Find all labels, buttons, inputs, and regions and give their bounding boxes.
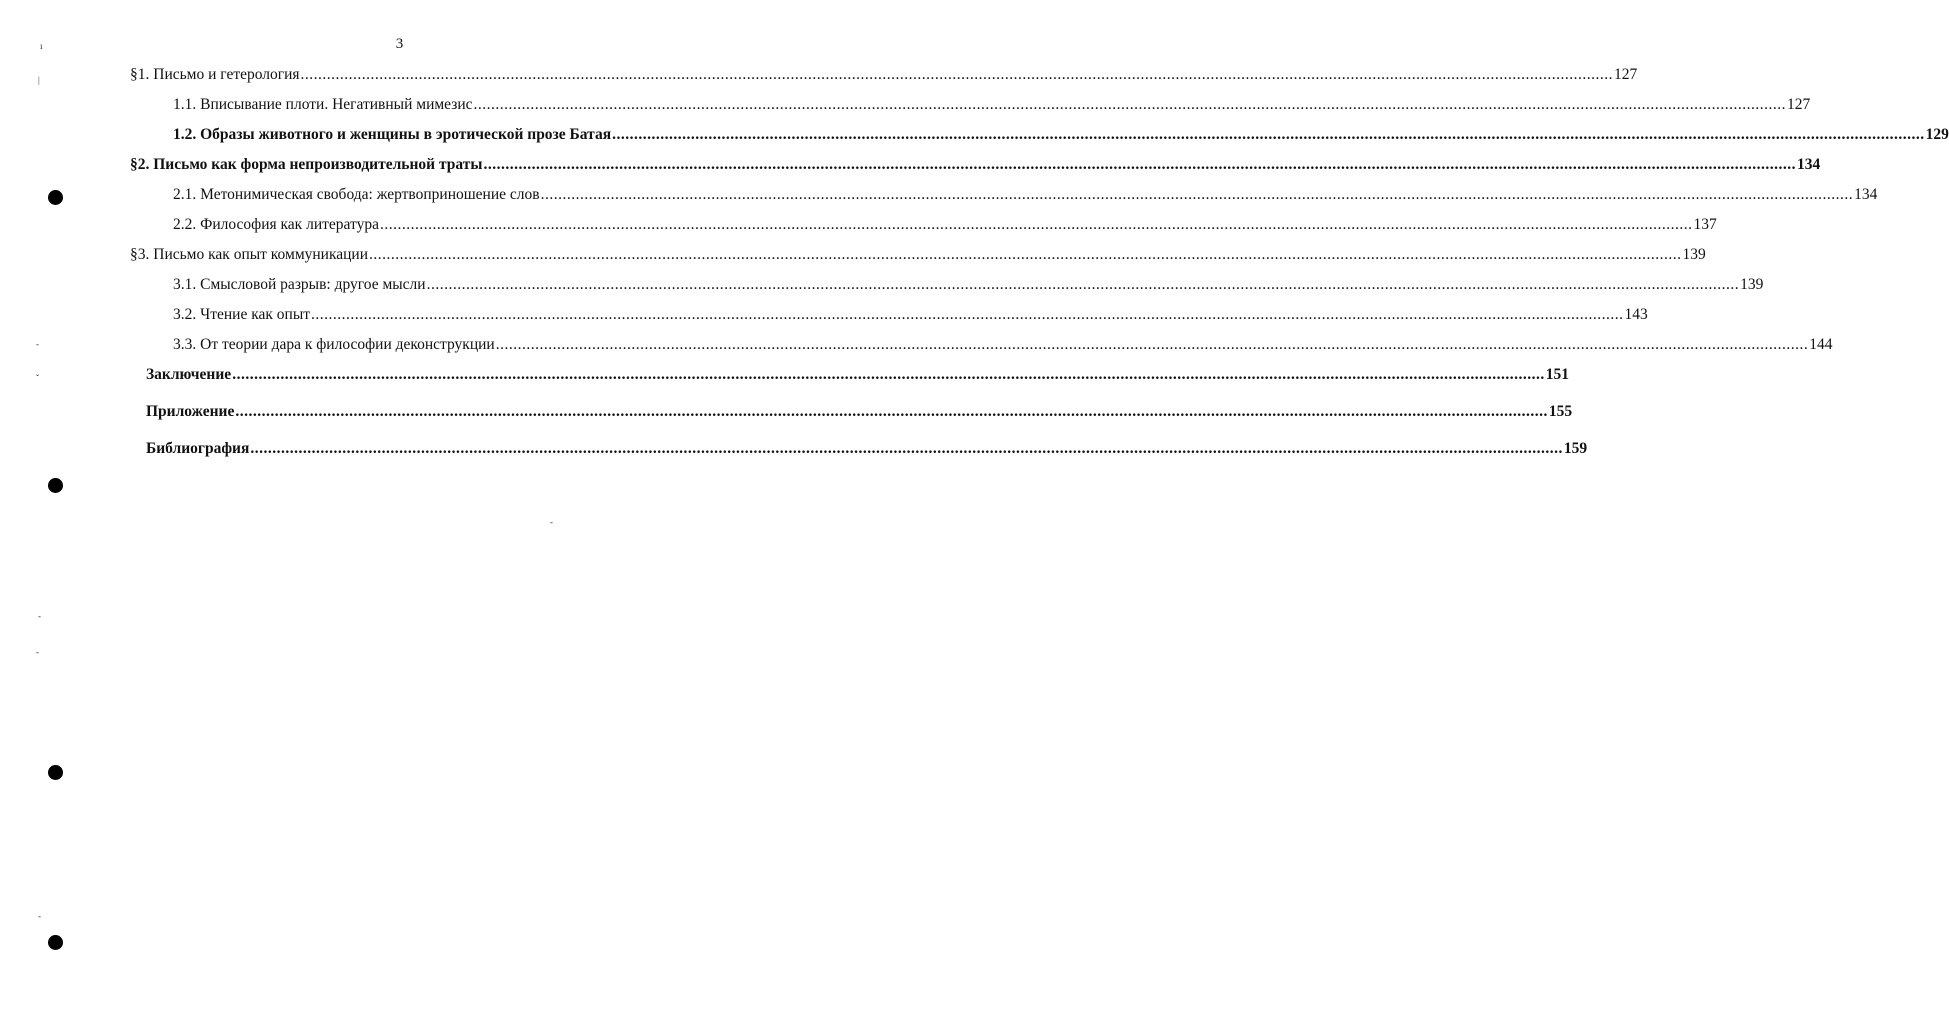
toc-entry-title: §1. Письмо и гетерология	[130, 66, 300, 83]
toc-entry-page: 134	[1796, 156, 1821, 173]
toc-entry-title: Заключение	[146, 366, 232, 383]
toc-entry-conclusion	[146, 366, 1569, 384]
punch-hole	[48, 765, 63, 780]
toc-entry-page: 127	[1787, 96, 1811, 113]
scan-mark: -	[36, 339, 39, 349]
toc-entry-title: 2.1. Метонимическая свобода: жертвоприношение слов	[173, 186, 540, 203]
dot-leader: ............................................................................................................................................................................................................................................................................................................	[369, 246, 1682, 263]
toc-entry-title: 3.3. От теории дара к философии деконструкции	[173, 336, 495, 353]
toc-entry-page: 127	[1614, 66, 1638, 83]
toc-entry-2-1	[173, 186, 1878, 204]
toc-entry-title: 1.2. Образы животного и женщины в эротической прозе Батая	[173, 126, 612, 143]
scan-mark: ı	[40, 41, 43, 51]
dot-leader: ............................................................................................................................................................................................................................................................................................................	[311, 306, 1624, 323]
dot-leader: ............................................................................................................................................................................................................................................................................................................	[300, 66, 1614, 83]
toc-entry-page: 159	[1563, 440, 1588, 457]
punch-hole	[48, 190, 63, 205]
scan-mark: -	[38, 611, 41, 621]
toc-entry-bibliography	[146, 440, 1588, 458]
toc-entry-page: 137	[1693, 216, 1717, 233]
toc-entry-page: 144	[1809, 336, 1833, 353]
toc-entry-title: 3.2. Чтение как опыт	[173, 306, 311, 323]
toc-entry-title: Библиография	[146, 440, 250, 457]
dot-leader: ............................................................................................................................................................................................................................................................................................................	[250, 440, 1563, 457]
toc-entry-title: 1.1. Вписывание плоти. Негативный мимезис	[173, 96, 473, 113]
dot-leader: ............................................................................................................................................................................................................................................................................................................	[235, 403, 1548, 420]
toc-entry-title: Приложение	[146, 403, 235, 420]
toc-entry-1-1	[173, 96, 1811, 114]
toc-entry-section-1	[130, 66, 1638, 84]
scan-mark: |	[38, 75, 40, 85]
toc-entry-2-2	[173, 216, 1717, 234]
toc-entry-page: 155	[1548, 403, 1573, 420]
scan-mark: ˇ	[36, 373, 39, 383]
dot-leader: ............................................................................................................................................................................................................................................................................................................	[483, 156, 1796, 173]
dot-leader: ............................................................................................................................................................................................................................................................................................................	[426, 276, 1740, 293]
toc-entry-page: 129	[1925, 126, 1949, 143]
toc-entry-1-2	[173, 126, 1949, 144]
toc-entry-page: 139	[1682, 246, 1706, 263]
scan-mark: -	[38, 911, 41, 921]
toc-entry-section-3	[130, 246, 1706, 264]
toc-entry-section-2	[130, 156, 1821, 174]
dot-leader: ............................................................................................................................................................................................................................................................................................................	[379, 216, 1693, 233]
toc-entry-title: §2. Письмо как форма непроизводительной траты	[130, 156, 483, 173]
toc-entry-title: 2.2. Философия как литература	[173, 216, 379, 233]
toc-entry-3-3	[173, 336, 1833, 354]
toc-entry-page: 139	[1740, 276, 1764, 293]
dot-leader: ............................................................................................................................................................................................................................................................................................................	[612, 126, 1925, 143]
toc-entry-title: §3. Письмо как опыт коммуникации	[130, 246, 369, 263]
punch-hole	[48, 478, 63, 493]
dot-leader: ............................................................................................................................................................................................................................................................................................................	[540, 186, 1854, 203]
toc-entry-appendix	[146, 403, 1573, 421]
toc-entry-page: 143	[1624, 306, 1648, 323]
page-number: 3	[395, 36, 404, 52]
dot-leader: ............................................................................................................................................................................................................................................................................................................	[473, 96, 1787, 113]
dot-leader: ............................................................................................................................................................................................................................................................................................................	[232, 366, 1545, 383]
scan-mark: -	[550, 517, 553, 527]
toc-entry-title: 3.1. Смысловой разрыв: другое мысли	[173, 276, 426, 293]
toc-entry-page: 151	[1545, 366, 1569, 383]
toc-entry-page: 134	[1854, 186, 1878, 203]
toc-entry-3-1	[173, 276, 1764, 294]
scan-mark: -	[36, 647, 39, 657]
punch-hole	[48, 935, 63, 950]
dot-leader: ............................................................................................................................................................................................................................................................................................................	[495, 336, 1809, 353]
toc-entry-3-2	[173, 306, 1648, 324]
